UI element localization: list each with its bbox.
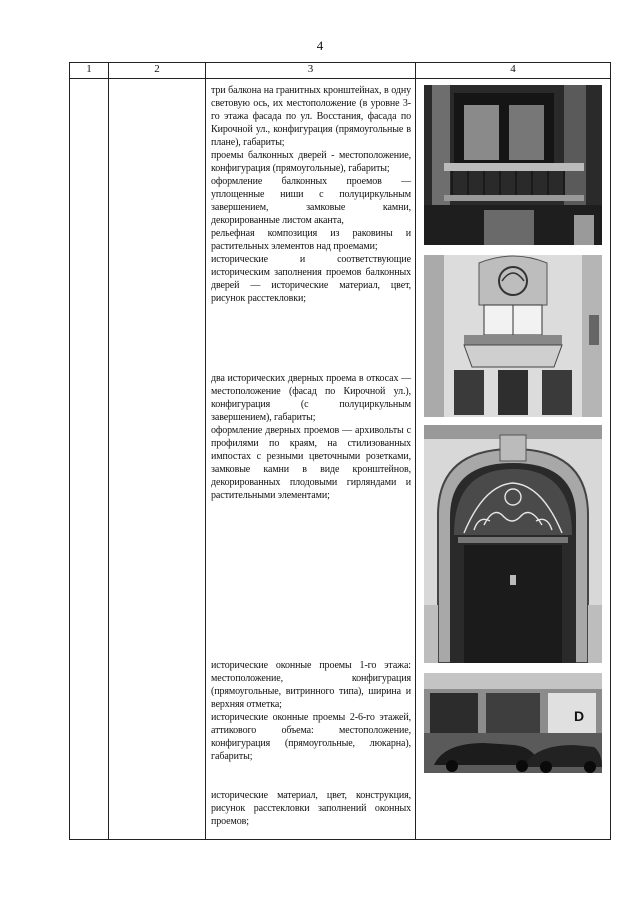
- cell-col-2: [109, 79, 206, 840]
- text-block-balconies: [211, 84, 411, 305]
- table-header-row: [70, 63, 611, 79]
- text-line: три балкона на гранитных кронштейнах, в одну световую ось, их местоположение (в уровне 3-го этажа фасада по ул. Восстания, фасада по Кирочной ул., конфигурация (прямоугольные в плане), габариты;: [211, 85, 411, 148]
- text-block-doors: [211, 372, 411, 502]
- header-col-3: 3: [206, 63, 416, 79]
- text-block-window-fill: [211, 789, 411, 828]
- text-line: два исторических дверных проема в откосах — местоположение (фасад по Кирочной ул.), конфигурация (с полуциркульным завершением), габариты;: [211, 373, 411, 423]
- cell-col-4: [416, 79, 611, 840]
- photo-balcony-relief: [424, 255, 602, 417]
- header-col-1: 1: [70, 63, 109, 79]
- text-line: исторические и соответствующие историческим заполнения проемов балконных дверей — исторические материал, цвет, рисунок расстекловки;: [211, 254, 411, 304]
- text-line: проемы балконных дверей - местоположение, конфигурация (прямоугольные), габариты;: [211, 150, 411, 174]
- table-body-row: [70, 79, 611, 840]
- header-col-2: 2: [109, 63, 206, 79]
- text-line: оформление дверных проемов — архивольты с профилями по краям, на стилизованных импостах с резными цветочными розетками, замковые камни в виде кронштейнов, декорированных плодовыми гирляндами и растительными элементами;: [211, 425, 411, 501]
- text-line: исторические оконные проемы 1-го этажа: местоположение, конфигурация (прямоугольные, витринного типа), ширина и верхняя отметка;: [211, 660, 411, 710]
- data-table: [69, 62, 611, 840]
- cell-col-1: [70, 79, 109, 840]
- text-block-windows: [211, 659, 411, 763]
- text-line: исторические оконные проемы 2-6-го этажей, аттикового объема: местоположение, конфигурация (прямоугольные, люкарна), габариты;: [211, 712, 411, 762]
- text-line: исторические материал, цвет, конструкция, рисунок расстекловки заполнений оконных проемов;: [211, 790, 411, 827]
- header-col-4: 4: [416, 63, 611, 79]
- photo-doorway: [424, 425, 602, 663]
- photo-shop-windows: [424, 673, 602, 773]
- svg-text:D: D: [574, 708, 585, 724]
- page-number: 4: [316, 38, 324, 53]
- text-line: оформление балконных проемов — уплощенные ниши с полуциркульным завершением, замковые камни, декорированные листом аканта,: [211, 176, 411, 226]
- cell-col-3: [206, 79, 416, 840]
- text-line: рельефная композиция из раковины и растительных элементов над проемами;: [211, 228, 411, 252]
- photo-balconies: [424, 85, 602, 245]
